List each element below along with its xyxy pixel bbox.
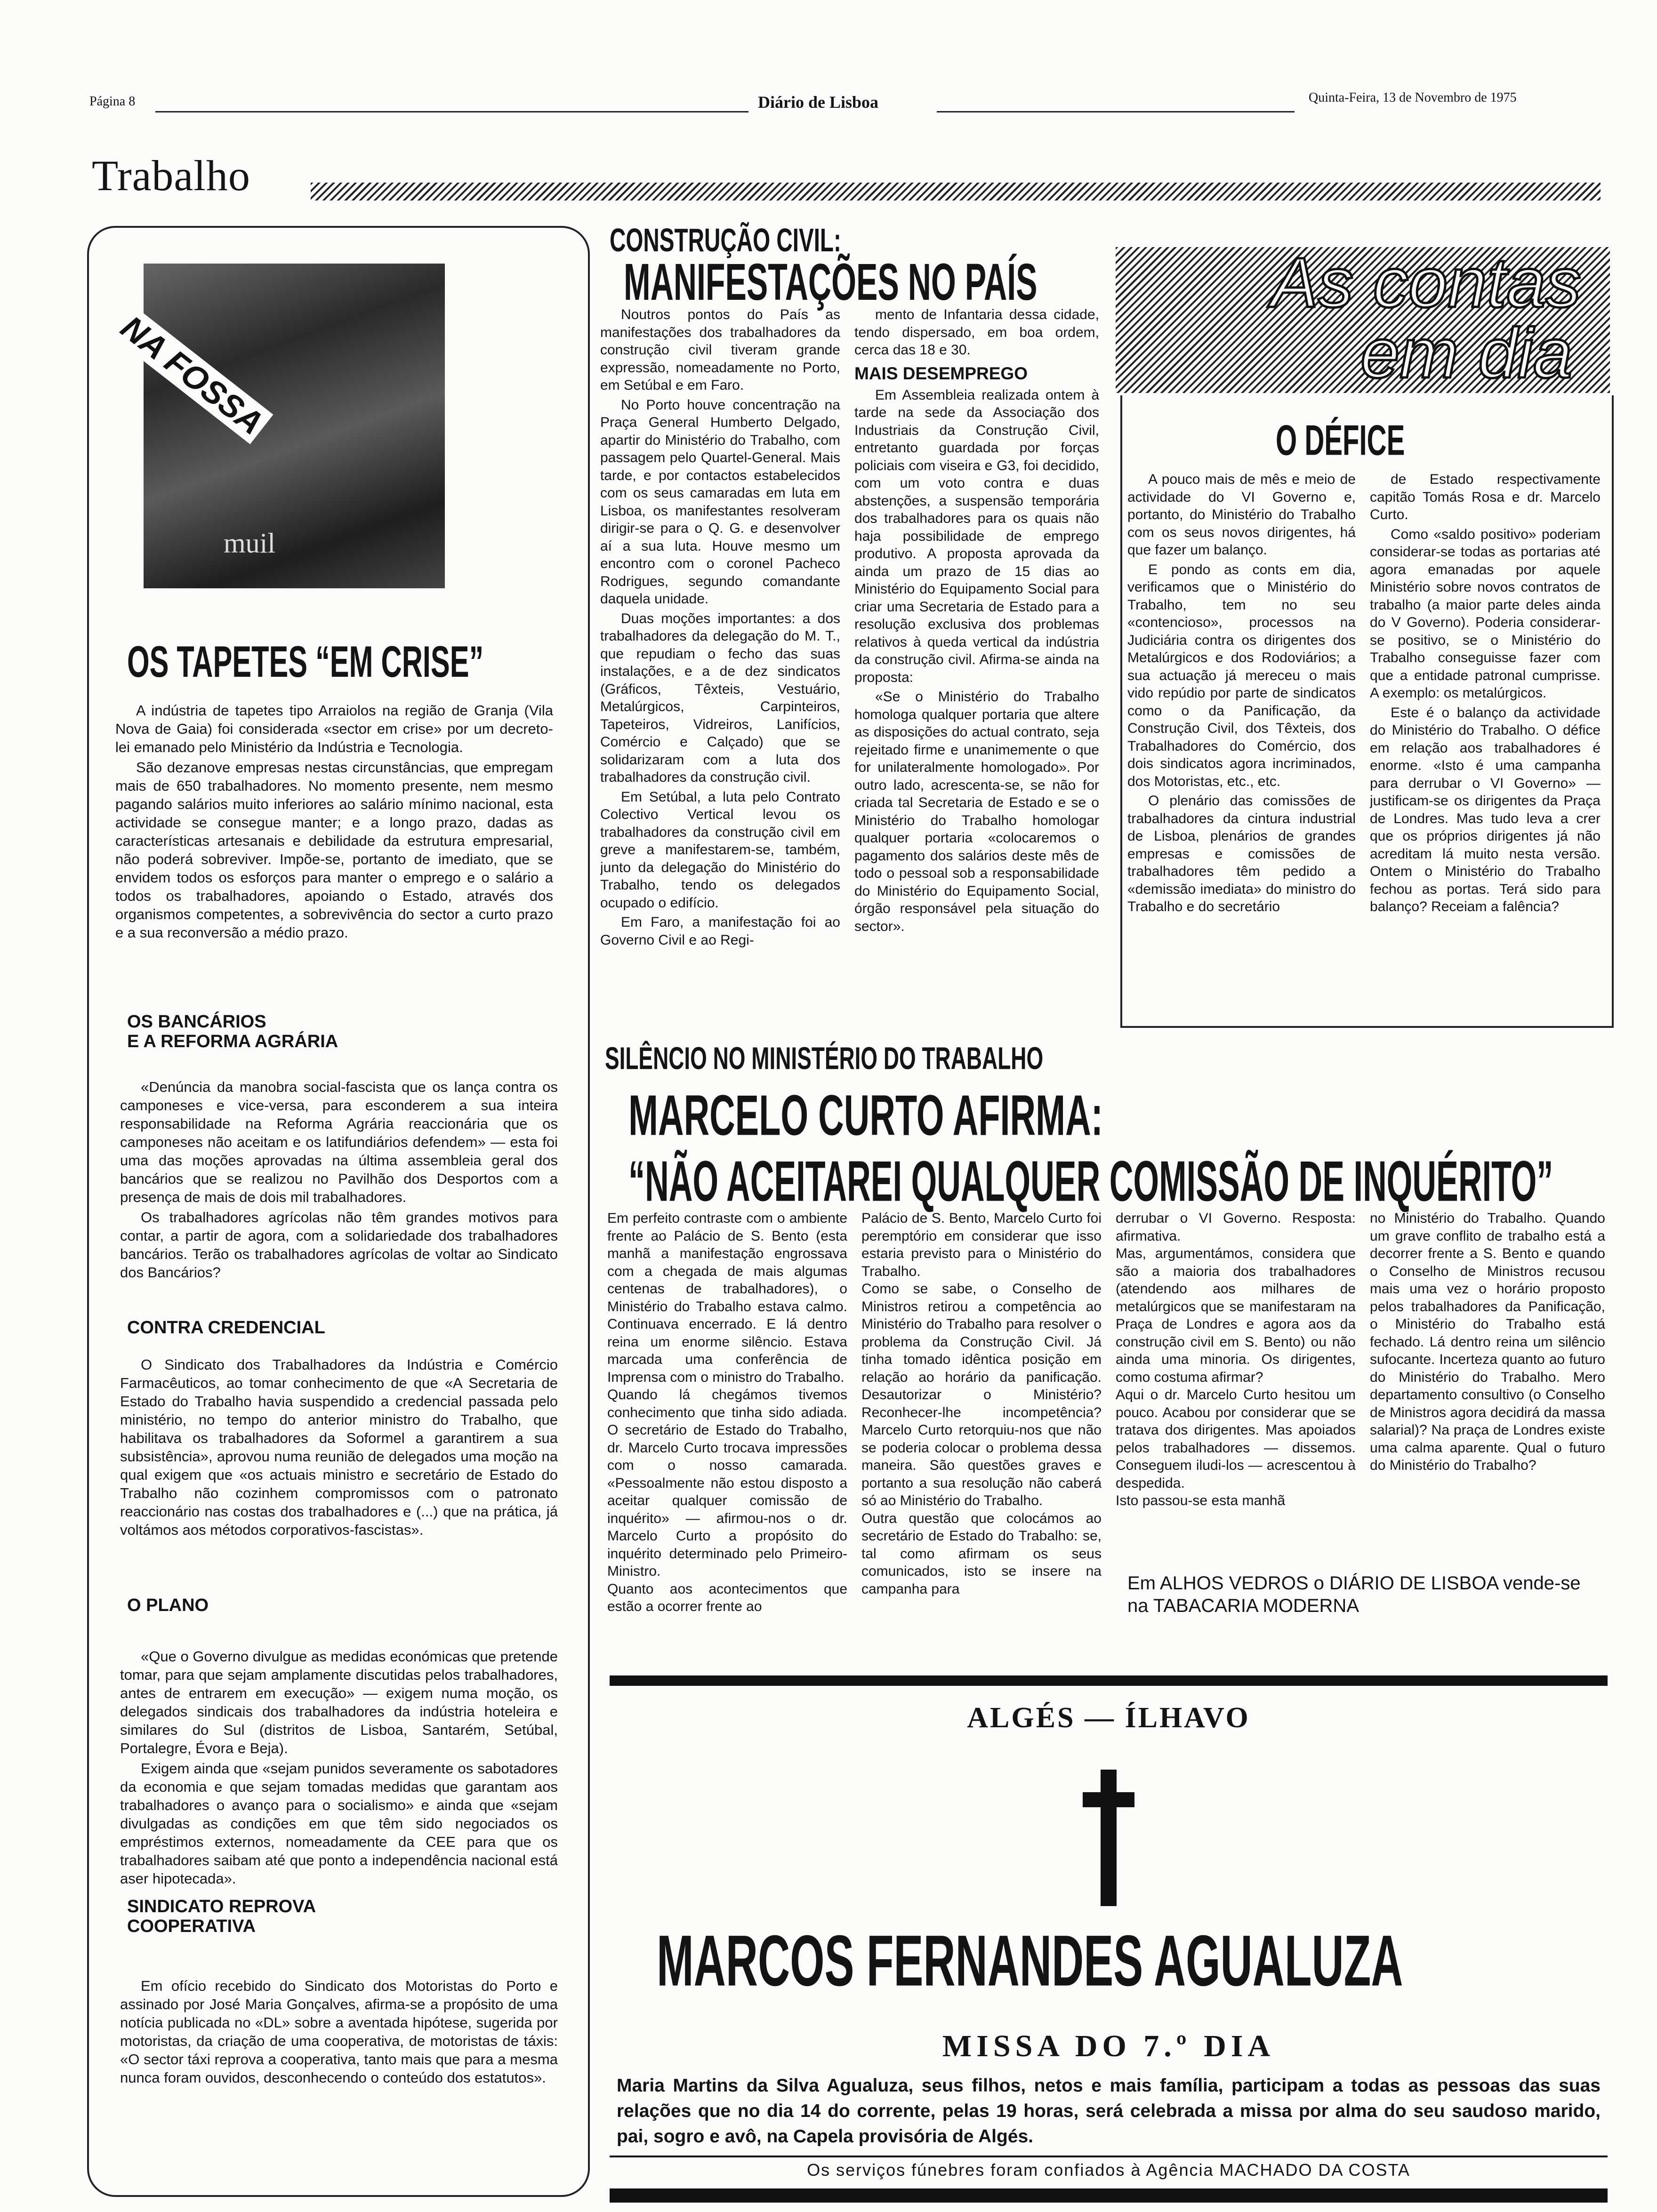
cooperativa-title [127, 1897, 316, 1936]
tapetes-p2: São dezanove empresas nestas circunstâncias, que empregam mais de 650 trabalhadores. No momento presente, nem mesmo pagando salários muito inferiores ao salário mínimo nacional, esta actividade se consegue manter; e a longo prazo, dadas as características artesanais e debilidade da estrutura empresarial, não poderá sobreviver. Impõe-se, portanto de imediato, que se envidem todos os esforços para manter o emprego e o salário a todos os trabalhadores, apoiando o Estado, através dos organismos competentes, a sobrevivência do sector a curto prazo e a sua reconversão a médio prazo. [115, 759, 553, 941]
contas-col2 [1370, 471, 1601, 1021]
header-date: Quinta-Feira, 13 de Novembro de 1975 [1309, 90, 1517, 105]
page-number: Página 8 [89, 94, 136, 109]
bancarios-title-l2: E A REFORMA AGRÁRIA [127, 1032, 338, 1051]
plano-p1: «Que o Governo divulgue as medidas económicas que pretende tomar, para que sejam amplamente discutidas pelos trabalhadores, antes de entrarem em execução» — exigem numa moção, os delegados sindicais dos trabalhadores da indústria hoteleira e similares do Sul (distritos de Lisboa, Santarém, Setúbal, Portalegre, Évora e Beja). [120, 1648, 558, 1756]
bancarios-title-l1: OS BANCÁRIOS [127, 1012, 266, 1032]
contas-banner-l2: em dia [1360, 313, 1573, 393]
obituary-text: Maria Martins da Silva Agualuza, seus filhos, netos e mais família, participam a todas as pessoas das suas relações que no dia 14 do corrente, pelas 19 horas, será celebrada a missa por alma do seu saudoso marido, pai, sogro e avô, na Capela provisória de Algés. [617, 2076, 1601, 2147]
tapetes-body [115, 701, 553, 984]
bancarios-title [127, 1012, 338, 1051]
photo-lettering: muil [224, 528, 276, 559]
silencio-col4: no Ministério do Trabalho. Quando um grave conflito de trabalho está a decorrer frente a S. Bento e quando o Conselho de Ministros recusou mais uma vez o horário proposto pelos trabalhadores da Panificação, o Ministério do Trabalho está fechado. Lá dentro reina um silêncio sufocante. Incerteza quanto ao futuro do Ministério do Trabalho. Mero departamento consultivo (o Conselho de Ministros agora decidirá da massa salarial)? Na praça de Londres existe uma calma aparente. Qual o futuro do Ministério do Trabalho? [1370, 1210, 1605, 1473]
contas-c1-p1: A pouco mais de mês e meio de actividade do VI Governo e, portanto, do Ministério do Trabalho com os seus novos dirigentes, há que fazer um balanço. [1127, 472, 1356, 558]
silencio-kicker: SILÊNCIO NO MINISTÉRIO DO TRABALHO [605, 1040, 1044, 1076]
desemprego-subhead: MAIS DESEMPREGO [854, 363, 1028, 383]
alhos-line2: na TABACARIA MODERNA [1127, 1595, 1359, 1616]
obituary-missa: MISSA DO 7.º DIA [942, 2029, 1275, 2063]
silencio-title2: “NÃO ACEITAREI QUALQUER COMISSÃO DE INQUÉRITO” [628, 1150, 1553, 1214]
section-rule [311, 183, 1601, 200]
contas-banner [1116, 243, 1610, 393]
contas-col1 [1127, 471, 1356, 1021]
obituary-name: MARCOS FERNANDES AGUALUZA [657, 1920, 1403, 2002]
obituary-top-rule [610, 1675, 1608, 1686]
plano-body [120, 1647, 558, 1911]
contas-c2-p3: Este é o balanço da actividade do Ministério do Trabalho. O défice em relação aos trabalhadores é enorme. «Isto é uma campanha para derrubar o VI Governo» — justificam-se os dirigentes da Praça de Londres. Mas tudo leva a crer que os próprios dirigentes já não acreditam lá muito nesta versão. Ontem o Ministério do Trabalho fechou as portas. Terá sido para balanço? Receiam a falência? [1370, 705, 1601, 914]
silencio-col3: derrubar o VI Governo. Resposta: afirmativa. Mas, argumentámos, considera que são a maioria dos trabalhadores (atendendo aos milhares de metalúrgicos que se manifestaram na Praça de Londres e agora aos da construção civil em S. Bento) ou não ainda uma minoria. Os dirigentes, como costuma afirmar? Aqui o dr. Marcelo Curto hesitou um pouco. Acabou por considerar que se tratava dos dirigentes. Mas apoiados pelos trabalhadores — dissemos. Conseguem iludi-los — acrescentou à despedida. Isto passou-se esta manhã [1116, 1210, 1356, 1508]
silencio-col1: Em perfeito contraste com o ambiente frente ao Palácio de S. Bento (esta manhã a manifestação engrossava com a chegada de mais algumas centenas de trabalhadores), o Ministério do Trabalho estava calmo. Continuava encerrado. E lá dentro reina um enorme silêncio. Estava marcada uma conferência de Imprensa com o ministro do Trabalho. Quando lá chegámos tivemos conhecimento que tinha sido adiada. O secretário de Estado do Trabalho, dr. Marcelo Curto trocava impressões com o nosso camarada. «Pessoalmente não estou disposto a aceitar qualquer comissão de inquérito» — afirmou-nos o dr. Marcelo Curto a propósito do inquérito determinado pelo Primeiro-Ministro. Quanto aos acontecimentos que estão a ocorrer frente ao [607, 1210, 847, 1614]
construcao-kicker: CONSTRUÇÃO CIVIL: [610, 221, 841, 258]
contas-c1-p3: O plenário das comissões de trabalhadores da cintura industrial de Lisboa, plenários de grandes empresas e comissões de trabalhadores têm pedido a «demissão imediata» do ministro do Trabalho e do secretário [1127, 793, 1356, 914]
construcao-col1 [600, 306, 840, 1012]
tapetes-p1: A indústria de tapetes tipo Arraiolos na região de Granja (Vila Nova de Gaia) foi considerada «sector em crise» por um decreto-lei emanado pelo Ministério da Indústria e Tecnologia. [115, 702, 553, 755]
silencio-title1: MARCELO CURTO AFIRMA: [628, 1084, 1103, 1148]
contas-c1-p2: E pondo as conts em dia, verificamos que o Ministério do Trabalho, tem no seu «contencioso», processos na Judiciária contra os dirigentes dos Metalúrgicos e dos Rodoviários; a sua actuação já mereceu o mais vido repúdio por parte de sindicatos como o da Panificação, da Construção Civil, dos Têxteis, dos Trabalhadores do Comércio, dos dois sindicatos agora incriminados, dos Motoristas, etc., etc. [1127, 561, 1356, 789]
bancarios-p2: Os trabalhadores agrícolas não têm grandes motivos para contar, a partir de agora, com a solidariedade dos trabalhadores bancários. Terão os trabalhadores agrícolas de voltar ao Sindicato dos Bancários? [120, 1209, 558, 1281]
construcao-c1-p2: No Porto houve concentração na Praça General Humberto Delgado, apartir do Ministério do Trabalho, com passagem pelo Quartel-General. Mais tarde, e por contactos estabelecidos com os seus camaradas em luta em Lisboa, os manifestantes resolveram dirigir-se para o Q. G. e desenvolver aí a sua luta. Houve mesmo um encontro com o coronel Pacheco Rodrigues, segundo comandante daquela unidade. [600, 397, 840, 607]
silencio-col2: Palácio de S. Bento, Marcelo Curto foi peremptório em considerar que isso estaria previsto para o Ministério do Trabalho. Como se sabe, o Conselho de Ministros retirou a competência ao Ministério do Trabalho para resolver o problema da Construção Civil. Já tinha tomado idêntica posição em relação ao horário da panificação. Desautorizar o Ministério? Reconhecer-lhe incompetência? Marcelo Curto retorquiu-nos que não se poderia colocar o problema dessa maneira. São questões graves e portanto a sua resolução não caberá só ao Ministério do Trabalho. Outra questão que colocámos ao secretário de Estado do Trabalho: se, tal como afirmam os seus comunicados, isto se insere na campanha para [861, 1210, 1102, 1597]
obituary-footer: Os serviços fúnebres foram confiados à Agência MACHADO DA COSTA [807, 2160, 1410, 2180]
bancarios-p1: «Denúncia da manobra social-fascista que os lança contra os camponeses e vice-versa, para esconderem a sua inteira responsabilidade na Reforma Agrária reaccionária que os camponeses não aceitam e os latifundiários defendem» — esta foi uma das moções aprovadas na última assembleia geral dos bancários que se realizou no Pavilhão dos Desportos com a presença de mais de dois mil trabalhadores. [120, 1079, 558, 1205]
cooperativa-body [120, 1977, 558, 2174]
plano-title: O PLANO [127, 1595, 209, 1615]
construcao-c1-p4: Em Setúbal, a luta pelo Contrato Colectivo Vertical levou os trabalhadores da construção civil em greve a manifestarem-se, também, junto da delegação do Ministério do Trabalho, tendo os delegados ocupado o edifício. [600, 789, 840, 911]
cooperativa-title-l1: SINDICATO REPROVA [127, 1897, 316, 1916]
contas-c2-p1: de Estado respectivamente capitão Tomás Rosa e dr. Marcelo Curto. [1370, 472, 1601, 522]
section-title: Trabalho [92, 152, 250, 200]
bancarios-body [120, 1078, 558, 1285]
obituary-places: ALGÉS — ÍLHAVO [967, 1702, 1250, 1734]
construcao-c1-p3: Duas moções importantes: a dos trabalhadores da delegação do M. T., que repudiam o fecho das suas instalações, e a de dez sindicatos (Gráficos, Têxteis, Vestuário, Metalúrgicos, Carpinteiros, Tapeteiros, Vidreiros, Lanifícios, Comércio e Calçado) que se solidarizaram com a luta dos trabalhadores da construção civil. [600, 610, 840, 785]
credencial-p1: O Sindicato dos Trabalhadores da Indústria e Comércio Farmacêuticos, ao tomar conhecimento de que «A Secretaria de Estado do Trabalho havia suspendido a credencial passada pelo ministério, no tempo do anterior ministro do Trabalho, que habilitava os trabalhadores da Soformel a garantirem a sua subsistência», aprovou numa reunião de delegados uma moção na qual exigem que «os actuais ministro e secretário de Estado do Trabalho não cozinhem compromissos com o patronato reaccionário nas costas dos trabalhadores e (...) que na prática, já voltámos aos métodos corporativos-fascistas». [120, 1356, 558, 1538]
construcao-c2-p2: Em Assembleia realizada ontem à tarde na sede da Associação dos Industriais da Construção Civil, entretanto guardada por forças policiais com viseira e G3, foi decidido, com um voto contra e duas abstenções, a suspensão temporária dos trabalhadores para os quais não haja possibilidade de emprego produtivo. A proposta aprovada da ainda um prazo de 15 dias ao Ministério do Equipamento Social para criar uma Secretaria de Estado para a resolução exclusiva dos problemas relativos à queda vertical da indústria da construção civil. Afirma-se ainda na proposta: [854, 387, 1099, 685]
credencial-body [120, 1355, 558, 1563]
contas-banner-l1: As contas [1271, 243, 1581, 322]
header-rule-right [937, 111, 1295, 112]
contas-title: O DÉFICE [1276, 416, 1405, 465]
cooperativa-p1: Em ofício recebido do Sindicato dos Motoristas do Porto e assinado por José Maria Gonçalves, afirma-se a propósito de uma notícia publicada no «DL» sobre a aventada hipótese, sugerida por motoristas, da criação de uma cooperativa, de motoristas de táxis: «O sector táxi reprova a cooperativa, tanto mais que para a mesma nunca foram ouvidos, desconhecendo o conteúdo dos estatutos». [120, 1978, 558, 2086]
contas-c2-p2: Como «saldo positivo» poderiam considerar-se todas as portarias até agora emanadas por aquele Ministério sobre novos contratos de trabalho (a maior parte deles ainda do V Governo). Poderia considerar-se positivo, se o Ministério do Trabalho conseguisse fazer com que a entidade patronal cumprisse. A exemplo: os metalúrgicos. [1370, 526, 1601, 701]
construcao-title: MANIFESTAÇÕES NO PAÍS [624, 253, 1038, 312]
obituary-footer-rule [610, 2156, 1608, 2157]
construcao-c2-p1: mento de Infantaria dessa cidade, tendo dispersado, em boa ordem, cerca das 18 e 30. [854, 307, 1099, 358]
alhos-vedros-notice [1127, 1572, 1608, 1617]
obituary-bottom-rule [610, 2188, 1608, 2203]
tapetes-title: OS TAPETES “EM CRISE” [127, 637, 484, 687]
construcao-col2 [854, 306, 1099, 1012]
credencial-title: CONTRA CREDENCIAL [127, 1318, 325, 1338]
construcao-c1-p1: Noutros pontos do País as manifestações dos trabalhadores da construção civil tiveram grande expressão, nomeadamente no Porto, em Setúbal e em Faro. [600, 307, 840, 393]
construcao-c1-p5: Em Faro, a manifestação foi ao Governo Civil e ao Regi- [600, 914, 840, 948]
cooperativa-title-l2: COOPERATIVA [127, 1916, 256, 1936]
cross-icon [1083, 1770, 1134, 1906]
tapetes-photo [114, 264, 445, 588]
alhos-line1: Em ALHOS VEDROS o DIÁRIO DE LISBOA vende-se [1127, 1573, 1581, 1594]
masthead: Diário de Lisboa [758, 93, 879, 112]
photo-caption: NA FOSSA [111, 306, 273, 444]
construcao-c2-p3: «Se o Ministério do Trabalho homologa qualquer portaria que altere as disposições do actual contrato, seja rejeitado firme e unanimemente o que for unilateralmente homologado». Por outro lado, acrescenta-se, se não for criada tal Secretaria de Estado e se o Ministério do Trabalho homologar qualquer portaria «colocaremos o pagamento dos salários deste mês de todo o pessoal sob a responsabilidade do Ministério do Equipamento Social, órgão responsável pela situação do sector». [854, 689, 1099, 934]
plano-p2: Exigem ainda que «sejam punidos severamente os sabotadores da economia e que sejam tomadas medidas que garantam aos trabalhadores o avanço para o socialismo» e ainda que «sejam divulgadas as condições em que têm sido negociados os empréstimos externos, nomeadamente da CEE para que os trabalhadores saibam até que ponto a independência nacional está aser hipotecada». [120, 1760, 558, 1887]
header-rule-left [155, 111, 748, 112]
